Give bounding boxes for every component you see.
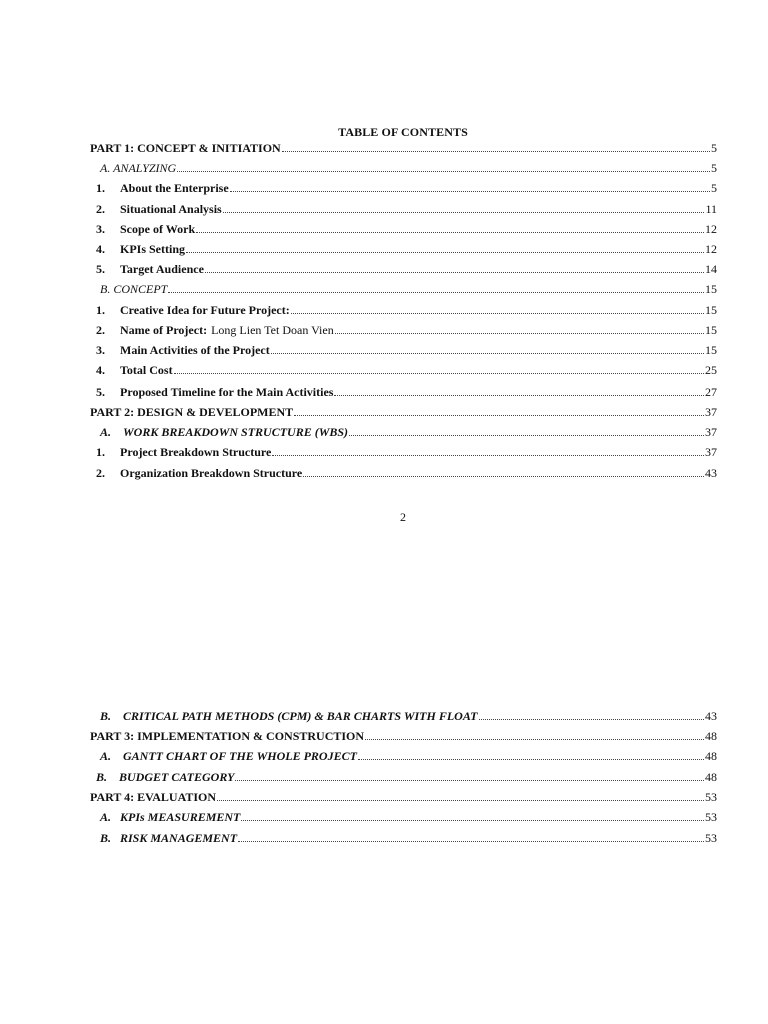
toc-entry-number: 1. (96, 445, 105, 459)
toc-entry-label: Situational Analysis (120, 202, 222, 216)
dot-leader (241, 810, 704, 821)
toc-entry-part-1[interactable] (90, 140, 717, 156)
dot-leader (271, 343, 704, 354)
dot-leader (230, 181, 710, 192)
toc-entry-about-enterprise[interactable] (96, 180, 717, 196)
toc-entry-number: 4. (96, 363, 105, 377)
toc-entry-number: 3. (96, 222, 105, 236)
toc-entry-page: 12 (705, 242, 717, 256)
toc-entry-page: 11 (705, 202, 717, 216)
toc-entry-gantt[interactable] (100, 748, 717, 764)
toc-entry-label: Total Cost (120, 363, 173, 377)
toc-entry-label: KPIs Setting (120, 242, 186, 256)
toc-entry-number: A. (100, 425, 112, 439)
toc-entry-part-2[interactable] (90, 404, 717, 420)
toc-entry-page: 14 (705, 262, 717, 276)
toc-entry-page: 37 (705, 425, 717, 439)
toc-entry-part-3[interactable] (90, 728, 717, 744)
dot-leader (205, 262, 704, 273)
toc-entry-page: 5 (711, 181, 717, 195)
toc-entry-page: 48 (705, 729, 717, 743)
toc-entry-label: Project Breakdown Structure (120, 445, 272, 459)
toc-entry-page: 25 (705, 363, 717, 377)
toc-entry-label: PART 3: IMPLEMENTATION & CONSTRUCTION (90, 729, 365, 743)
dot-leader (196, 222, 704, 233)
toc-entry-page: 48 (705, 770, 717, 784)
toc-entry-number: A. (100, 810, 112, 824)
toc-entry-page: 15 (705, 343, 717, 357)
toc-entry-number: 4. (96, 242, 105, 256)
toc-entry-cpm[interactable] (100, 708, 717, 724)
toc-entry-page: 37 (705, 405, 717, 419)
toc-entry-name-of-project[interactable] (96, 322, 717, 338)
dot-leader (479, 709, 704, 720)
toc-entry-label: PART 4: EVALUATION (90, 790, 217, 804)
toc-entry-number: B. (100, 831, 112, 845)
toc-entry-creative-idea[interactable] (96, 302, 717, 318)
toc-entry-analyzing[interactable] (100, 160, 717, 176)
dot-leader (238, 831, 704, 842)
toc-entry-project-breakdown[interactable] (96, 444, 717, 460)
toc-entry-label: Target Audience (120, 262, 204, 276)
dot-leader (168, 282, 704, 293)
toc-entry-page: 43 (705, 709, 717, 723)
toc-entry-number: 2. (96, 466, 105, 480)
toc-entry-page: 53 (705, 831, 717, 845)
toc-entry-risk-management[interactable] (100, 830, 717, 846)
toc-entry-target-audience[interactable] (96, 261, 717, 277)
toc-entry-number: A. (100, 749, 112, 763)
dot-leader (282, 141, 710, 152)
dot-leader (365, 729, 704, 740)
toc-entry-total-cost[interactable] (96, 362, 717, 378)
dot-leader (358, 749, 704, 760)
toc-entry-part-4[interactable] (90, 789, 717, 805)
dot-leader (235, 770, 704, 781)
dot-leader (303, 466, 704, 477)
toc-entry-proposed-timeline[interactable] (96, 384, 717, 400)
dot-leader (349, 425, 704, 436)
toc-entry-label: BUDGET CATEGORY (119, 770, 235, 784)
toc-entry-label: CRITICAL PATH METHODS (CPM) & BAR CHARTS WITH FLOAT (123, 709, 478, 723)
toc-title: TABLE OF CONTENTS (338, 125, 468, 139)
toc-entry-number: 2. (96, 202, 105, 216)
toc-entry-label: Proposed Timeline for the Main Activities (120, 385, 334, 399)
toc-entry-label: Organization Breakdown Structure (120, 466, 303, 480)
dot-leader (294, 405, 704, 416)
toc-entry-label: Scope of Work (120, 222, 196, 236)
toc-entry-number: 1. (96, 181, 105, 195)
dot-leader (334, 385, 704, 396)
toc-entry-page: 12 (705, 222, 717, 236)
toc-entry-label: B. CONCEPT (100, 282, 168, 296)
toc-entry-page: 43 (705, 466, 717, 480)
toc-entry-number: 1. (96, 303, 105, 317)
dot-leader (174, 363, 704, 374)
toc-entry-budget[interactable] (96, 769, 717, 785)
toc-entry-label: WORK BREAKDOWN STRUCTURE (WBS) (123, 425, 349, 439)
dot-leader (291, 303, 704, 314)
page-number: 2 (400, 510, 406, 524)
toc-entry-label: GANTT CHART OF THE WHOLE PROJECT (123, 749, 357, 763)
toc-entry-page: 27 (705, 385, 717, 399)
dot-leader (186, 242, 704, 253)
toc-entry-number: 5. (96, 385, 105, 399)
toc-entry-page: 5 (711, 161, 717, 175)
toc-entry-number: B. (96, 770, 108, 784)
toc-entry-label-extra: Long Lien Tet Doan Vien (211, 323, 334, 337)
toc-entry-label: Name of Project: (120, 323, 208, 337)
toc-entry-label: A. ANALYZING (100, 161, 177, 175)
toc-entry-number: 2. (96, 323, 105, 337)
toc-entry-concept[interactable] (100, 281, 717, 297)
toc-entry-page: 15 (705, 282, 717, 296)
toc-entry-label: PART 1: CONCEPT & INITIATION (90, 141, 281, 155)
toc-entry-label: Creative Idea for Future Project: (120, 303, 290, 317)
toc-entry-page: 5 (711, 141, 717, 155)
toc-entry-label: RISK MANAGEMENT (120, 831, 238, 845)
toc-entry-label: About the Enterprise (120, 181, 229, 195)
toc-entry-page: 48 (705, 749, 717, 763)
toc-entry-page: 15 (705, 323, 717, 337)
toc-entry-wbs[interactable] (100, 424, 717, 440)
dot-leader (223, 202, 705, 213)
dot-leader (335, 323, 704, 334)
toc-entry-label: KPIs MEASUREMENT (120, 810, 241, 824)
toc-entry-main-activities[interactable] (96, 342, 717, 358)
toc-entry-label: PART 2: DESIGN & DEVELOPMENT (90, 405, 294, 419)
toc-entry-page: 37 (705, 445, 717, 459)
dot-leader (217, 790, 704, 801)
toc-entry-scope-of-work[interactable] (96, 221, 717, 237)
toc-entry-situational-analysis[interactable] (96, 201, 717, 217)
toc-entry-page: 53 (705, 810, 717, 824)
dot-leader (177, 161, 710, 172)
toc-entry-kpis-measurement[interactable] (100, 809, 717, 825)
toc-entry-number: 5. (96, 262, 105, 276)
toc-entry-number: B. (100, 709, 112, 723)
toc-entry-label: Main Activities of the Project (120, 343, 270, 357)
dot-leader (272, 445, 704, 456)
toc-entry-kpis-setting[interactable] (96, 241, 717, 257)
toc-entry-page: 15 (705, 303, 717, 317)
toc-entry-number: 3. (96, 343, 105, 357)
toc-entry-organization-breakdown[interactable] (96, 465, 717, 481)
toc-entry-page: 53 (705, 790, 717, 804)
